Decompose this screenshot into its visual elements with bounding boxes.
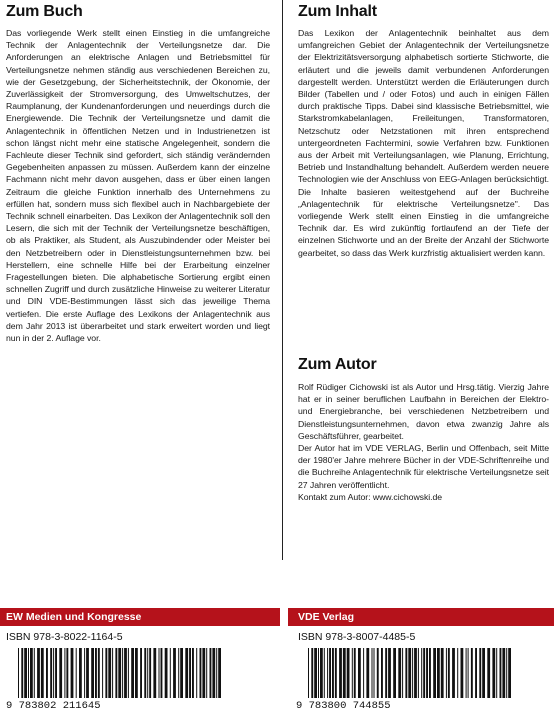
barcode-bar xyxy=(189,648,191,698)
barcode-bar xyxy=(95,648,97,698)
zum-buch-sentence: erste Auflage des Lexikons der Anlagentechnik aus dem Jahr 2013 ist überarbeitet und stark erweitert xyxy=(6,308,270,331)
zum-buch-sentence: Fragestellungen bieten. Die alphabetische Sortierung ergibt einen schnellen Zugriff und durch zusätzliche xyxy=(6,272,270,295)
barcode-bar xyxy=(64,648,65,698)
zum-buch-sentence: nicht mehr eine statische Angelegenheit, sondern die Fachleute dieser Technik sind gefordert, sich ständig xyxy=(6,137,270,161)
barcode-bar xyxy=(105,648,107,698)
publisher-band-left: EW Medien und Kongresse xyxy=(0,608,280,626)
zum-buch-heading: Zum Buch xyxy=(6,3,83,20)
barcode-bar xyxy=(479,648,481,698)
barcode-bar xyxy=(30,648,33,698)
barcode-bar xyxy=(314,648,317,698)
barcode-digits-right: 9 783800 744855 xyxy=(296,700,391,712)
barcode-bar xyxy=(448,648,450,698)
barcode-bar xyxy=(500,648,502,698)
barcode-bar xyxy=(466,648,467,698)
barcode-bar xyxy=(66,648,68,698)
publisher-band-right: VDE Verlag xyxy=(288,608,554,626)
barcode-bar xyxy=(446,648,447,698)
zum-buch-sentence: Sicherheitstechnik, der Ökonomie, der Zuverlässigkeit der Stromversorgung, des Umweltschutzes, der xyxy=(6,76,270,100)
barcode-bar xyxy=(496,648,497,698)
barcode-bar xyxy=(149,648,151,698)
isbn-left: ISBN 978-3-8022-1164-5 xyxy=(6,631,123,643)
barcode-bar xyxy=(426,648,428,698)
barcode-bar xyxy=(352,648,353,698)
barcode-bar xyxy=(487,648,490,698)
barcode-bar xyxy=(59,648,62,698)
barcode-bar xyxy=(366,648,369,698)
barcode-bar xyxy=(398,648,401,698)
barcode-bar xyxy=(508,648,511,698)
barcode-bar xyxy=(131,648,134,698)
zum-buch-sentence: Hinweise zu weiterer Literatur und DIN VDE-Bestimmungen lässt sich das jeweilige Thema vertiefen. Die xyxy=(6,284,270,319)
barcode-bar xyxy=(34,648,35,698)
barcode-bar xyxy=(441,648,444,698)
barcode-bar xyxy=(135,648,138,698)
barcode-bar xyxy=(50,648,52,698)
barcode-bar xyxy=(173,648,176,698)
zum-inhalt-sentence: Bilder (Tabellen und / oder Fotos) und auch in einigen Fällen durch praktische Tipps. Dabei sind xyxy=(298,89,549,112)
barcode-bar xyxy=(212,648,215,698)
barcode-bar xyxy=(335,648,337,698)
barcode-bar xyxy=(332,648,334,698)
zum-inhalt-sentence: Das Lexikon der Anlagentechnik beinhaltet aus dem umfangreichen Gebiet der Anlagentechnik der xyxy=(298,28,549,51)
barcode-bar xyxy=(196,648,197,698)
barcode-bar xyxy=(86,648,89,698)
zum-buch-sentence: ausgehen, dass er über einen langen Zeitraum die gleiche Funktion innerhalb des Unternehmens zu erfüllen xyxy=(6,174,270,209)
barcode-bar xyxy=(112,648,113,698)
barcode-bar xyxy=(24,648,27,698)
zum-buch-sentence: Raumplanung, der Kundenanforderungen und neuerdings durch die Energiewende. Die Technik der xyxy=(6,101,270,124)
barcode-bar xyxy=(374,648,375,698)
zum-inhalt-sentence: Arbeit mit Verteilungsanlagen, wie Planung, Errichtung, Betrieb und Instandhaltung behandelt. Außerdem xyxy=(298,150,550,173)
barcode-bar xyxy=(461,648,464,698)
barcode-bar xyxy=(128,648,129,698)
barcode-bar xyxy=(53,648,54,698)
zum-inhalt-sentence: Verteilungsnetze der Elektrizitätsversorgung alphabetisch sortierte Stichworte, die erläutert und die xyxy=(298,40,549,75)
autor-paragraph-1: Rolf Rüdiger Cichowski ist als Autor und Hrsg.tätig. Vierzig Jahre hat er in seiner beruflichen Laufbahn in Bereichen der Elektro- und Energiebranche, bei verschiedenen Netzbetreibern und Dienstleistungsunternehmen, davon etwa zwanzig Jahre als Geschäftsführer, gearbeitet. xyxy=(298,382,549,441)
barcode-bar xyxy=(28,648,29,698)
barcode-bar xyxy=(102,648,103,698)
barcode-bar xyxy=(76,648,77,698)
zum-inhalt-sentence: weitestgehend auf der Buchreihe „Anlagentechnik für elektrische Verteilungsnetze". Das vorliegende Werk xyxy=(298,186,549,222)
barcode-bar xyxy=(405,648,407,698)
zum-autor-text xyxy=(298,381,549,503)
barcode-bar xyxy=(377,648,379,698)
barcode-bar xyxy=(21,648,23,698)
autor-paragraph-2: Der Autor hat im VDE VERLAG, Berlin und Offenbach, seit Mitte der 1980'er Jahre mehrere Bücher in der VDE-Schriftenreihe und die Buchreihe Anlagentechnik für elektrische Verteilungsnetze seit 27 Jahren veröffentlicht. xyxy=(298,443,549,490)
barcode-bar xyxy=(84,648,85,698)
barcode-bar xyxy=(115,648,117,698)
barcode-bar xyxy=(159,648,160,698)
barcode-bar xyxy=(339,648,342,698)
barcode-bar xyxy=(354,648,356,698)
barcode-bar xyxy=(358,648,361,698)
barcode-left xyxy=(16,648,222,698)
zum-inhalt-sentence: einzelnen Stichworte und an der Breite der Anzahl der Stichworte gearbeitet, so dass das Werk kurzfristig xyxy=(298,235,549,258)
barcode-bar xyxy=(320,648,323,698)
barcode-bar xyxy=(482,648,485,698)
isbn-right: ISBN 978-3-8007-4485-5 xyxy=(298,631,416,643)
barcode-bar xyxy=(178,648,179,698)
zum-inhalt-text xyxy=(298,27,549,259)
barcode-bar xyxy=(108,648,111,698)
barcode-bar xyxy=(71,648,74,698)
barcode-bar xyxy=(327,648,328,698)
column-divider xyxy=(282,0,283,560)
barcode-bar xyxy=(122,648,123,698)
barcode-bar xyxy=(18,648,19,698)
barcode-bar xyxy=(202,648,205,698)
zum-buch-sentence: Praktiker, als Student, als Auszubindender oder Meister bei den Netzbetreibern oder in xyxy=(6,235,271,258)
barcode-bar xyxy=(140,648,142,698)
barcode-bar xyxy=(46,648,48,698)
barcode-bar xyxy=(185,648,188,698)
barcode-bar xyxy=(144,648,146,698)
zum-buch-sentence: hat, sondern muss sich flexibel auch in Nachbargebiete der Technik schnell einarbeiten. Das Lexikon der xyxy=(6,198,270,222)
barcode-bar xyxy=(423,648,425,698)
barcode-bar xyxy=(468,648,469,698)
barcode-bar xyxy=(457,648,458,698)
barcode-digits-left: 9 783802 211645 xyxy=(6,700,101,712)
barcode-bar xyxy=(393,648,396,698)
zum-buch-sentence: worden und liegt nun in der 2. Auflage vor. xyxy=(6,320,271,344)
zum-inhalt-sentence: Netzstationen mit ihren entsprechend untergeordneten Fachtermini, sowie Verfahren bzw. Funktionen aus der xyxy=(298,125,549,161)
barcode-bar xyxy=(153,648,156,698)
autor-contact: Kontakt zum Autor: www.cichowski.de xyxy=(298,491,443,502)
barcode-bar xyxy=(421,648,422,698)
zum-inhalt-sentence: jeweils damit verbundenen Anforderungen dargestellt werden. Unterstützt werden die Erläuterungen durch xyxy=(298,64,549,87)
barcode-bar xyxy=(502,648,505,698)
barcode-bar xyxy=(471,648,473,698)
zum-buch-sentence: Dienstleistungsunternehmen bzw. bei Herstellern, eine schnelle Hilfe bei der Erarbeitung einzelner xyxy=(6,247,270,270)
barcode-bar xyxy=(206,648,207,698)
barcode-bar xyxy=(98,648,100,698)
barcode-bar xyxy=(41,648,44,698)
barcode-bar xyxy=(412,648,413,698)
barcode-bar xyxy=(311,648,313,698)
barcode-bar xyxy=(180,648,183,698)
barcode-bar xyxy=(363,648,364,698)
barcode-bar xyxy=(91,648,94,698)
barcode-bar xyxy=(418,648,419,698)
barcode-bar xyxy=(79,648,82,698)
barcode-bar xyxy=(433,648,436,698)
zum-inhalt-heading: Zum Inhalt xyxy=(298,3,377,20)
barcode-bar xyxy=(506,648,507,698)
barcode-bar xyxy=(210,648,212,698)
barcode-bar xyxy=(492,648,495,698)
barcode-bar xyxy=(308,648,309,698)
zum-buch-sentence: verändernden Gegebenheiten anpassen zu müssen. Außerdem kann der einzelne Fachmann nicht mehr davon xyxy=(6,150,270,185)
barcode-bar xyxy=(324,648,325,698)
zum-buch-sentence: Anlagentechnik der Verteilungsnetze dar. Die Anforderungen an elektrische Anlagen und Betriebsmittel für xyxy=(6,40,270,63)
zum-buch-text xyxy=(6,27,270,344)
barcode-bar xyxy=(218,648,221,698)
zum-buch-sentence: Verteilungsnetze und damit die Anlagentechnik in öffentlichen Netzen und in Industrienetzen ist schon längst xyxy=(6,113,270,148)
barcode-bar xyxy=(475,648,477,698)
barcode-bar xyxy=(147,648,148,698)
barcode-bar xyxy=(329,648,331,698)
barcode-bar xyxy=(437,648,440,698)
barcode-bar xyxy=(372,648,373,698)
barcode-bar xyxy=(170,648,171,698)
zum-inhalt-sentence: aktualisiert werden kann. xyxy=(450,247,546,258)
barcode-bar xyxy=(414,648,417,698)
barcode-bar xyxy=(388,648,391,698)
zum-buch-sentence: Anlagentechnik soll den Lesern, die sich mit der Technik der Verteilungsnetze beschäftigen, ob als xyxy=(6,211,270,246)
barcode-right xyxy=(306,648,512,698)
barcode-bar xyxy=(192,648,194,698)
barcode-bar xyxy=(37,648,40,698)
zum-inhalt-sentence: stellt einen Einstieg in die umfangreiche Technik dar. Es wird zukünftig fortlaufend an der Tiefe der xyxy=(298,211,549,234)
barcode-bar xyxy=(318,648,319,698)
barcode-bar xyxy=(124,648,127,698)
zum-buch-sentence: Verteilungsnetze nehmen ständig aus verschiedenen Bereichen zu, wie der Gesetzgebung, der xyxy=(6,64,270,87)
barcode-bar xyxy=(402,648,403,698)
barcode-bar xyxy=(347,648,350,698)
barcode-bar xyxy=(385,648,387,698)
zum-inhalt-sentence: werden neuere Technologien wie der Anschluss von EEG-Anlagen berücksichtigt. Die Inhalte basieren xyxy=(298,162,549,197)
zum-buch-sentence: Das vorliegende Werk stellt einen Einstieg in die umfangreiche Technik der xyxy=(6,28,270,51)
barcode-bar xyxy=(200,648,202,698)
zum-autor-heading: Zum Autor xyxy=(298,356,377,373)
barcode-bar xyxy=(55,648,57,698)
barcode-bar xyxy=(216,648,217,698)
barcode-bar xyxy=(408,648,411,698)
barcode-bar xyxy=(429,648,431,698)
zum-inhalt-sentence: klassische Betriebsmittel, wie Starkstromkabelanlagen, Freileitungen, Transformatoren, Netzschutz oder xyxy=(298,101,549,136)
barcode-bar xyxy=(343,648,346,698)
barcode-bar xyxy=(161,648,163,698)
barcode-bar xyxy=(381,648,383,698)
barcode-bar xyxy=(165,648,168,698)
barcode-bar xyxy=(452,648,455,698)
barcode-bar xyxy=(118,648,121,698)
